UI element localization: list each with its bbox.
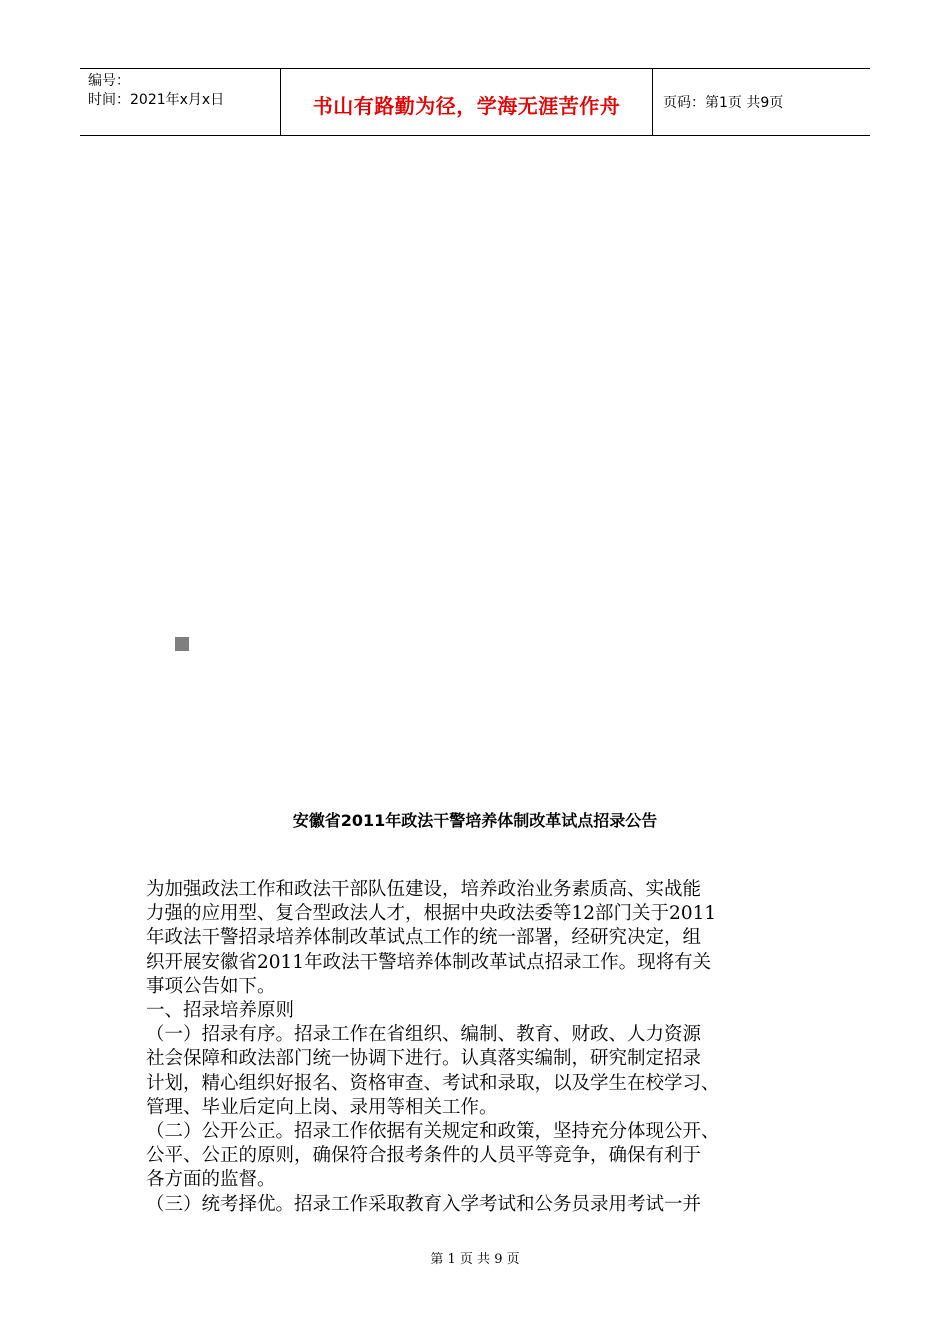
body-line: 公平、公正的原则，确保符合报考条件的人员平等竞争，确保有利于 xyxy=(146,1145,702,1167)
page-footer: 第 1 页 共 9 页 xyxy=(430,1252,520,1267)
document-body xyxy=(146,878,816,1217)
motto-text: 书山有路勤为径，学海无涯苦作舟 xyxy=(312,93,621,118)
body-line: 事项公告如下。 xyxy=(146,975,276,997)
body-line: （三）统考择优。招录工作采取教育入学考试和公务员录用考试一并 xyxy=(146,1193,702,1215)
body-line: 为加强政法工作和政法干部队伍建设，培养政治业务素质高、实战能 xyxy=(146,879,702,900)
page-info: 页码：第1页 共9页 xyxy=(663,95,784,111)
header-motto-cell xyxy=(281,69,653,135)
body-line: 力强的应用型、复合型政法人才，根据中央政法委等12部门关于2011 xyxy=(146,903,717,925)
time-label: 时间：2021年x月x日 xyxy=(88,92,225,108)
body-line: （二）公开公正。招录工作依据有关规定和政策，坚持充分体现公开、 xyxy=(146,1121,720,1143)
body-line: （一）招录有序。招录工作在省组织、编制、教育、财政、人力资源 xyxy=(146,1024,702,1046)
body-line: 年政法干警招录培养体制改革试点工作的统一部署，经研究决定，组 xyxy=(146,927,702,949)
body-line: 织开展安徽省2011年政法干警培养体制改革试点招录工作。现将有关 xyxy=(146,951,712,973)
section-heading: 一、招录培养原则 xyxy=(146,1000,295,1022)
header-table xyxy=(80,68,870,136)
body-line: 计划，精心组织好报名、资格审查、考试和录取，以及学生在校学习、 xyxy=(146,1072,720,1094)
header-meta-cell xyxy=(80,69,281,135)
document-title: 安徽省2011年政法干警培养体制改革试点招录公告 xyxy=(292,811,658,830)
body-line: 管理、毕业后定向上岗、录用等相关工作。 xyxy=(146,1096,498,1118)
number-label: 编号： xyxy=(88,73,130,89)
body-line: 社会保障和政法部门统一协调下进行。认真落实编制，研究制定招录 xyxy=(146,1048,702,1070)
body-line: 各方面的监督。 xyxy=(146,1169,276,1191)
header-page-cell xyxy=(653,69,870,135)
square-bullet-icon xyxy=(175,637,189,651)
